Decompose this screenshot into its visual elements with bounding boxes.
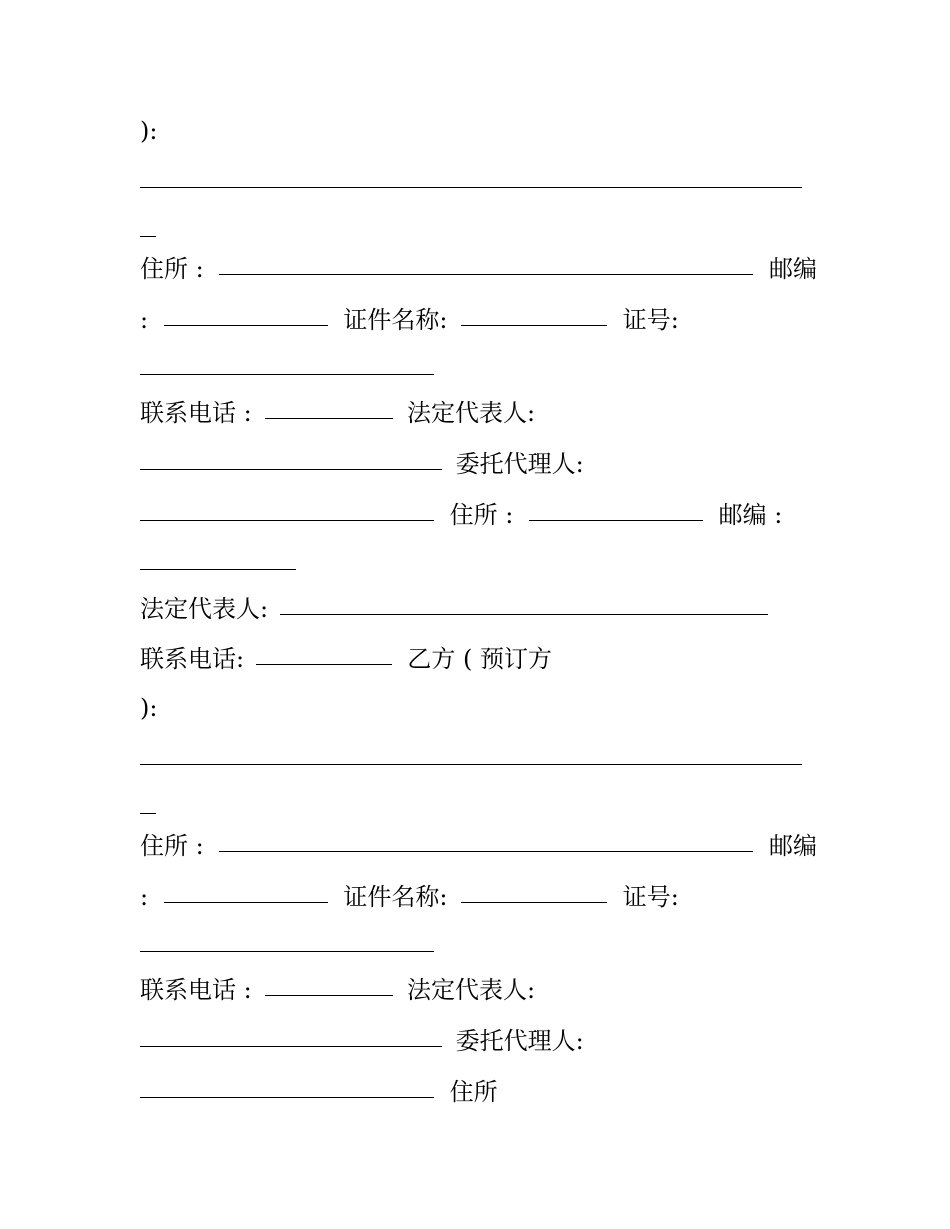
- postcode-colon: :: [140, 306, 149, 334]
- line-18: [140, 923, 434, 963]
- closing-paren-colon-2: ):: [140, 694, 158, 722]
- phone-label: 联系电话 :: [140, 399, 252, 427]
- postcode-label-b: 邮编: [769, 832, 817, 860]
- postcode-colon-b: :: [140, 883, 149, 911]
- postcode-blank-b[interactable]: [164, 872, 328, 903]
- line-6: [140, 346, 434, 386]
- line-14: [140, 736, 802, 776]
- agent-postcode-blank[interactable]: [140, 539, 296, 570]
- line-5: [140, 297, 679, 337]
- line-15: [140, 785, 156, 825]
- id-type-blank-b[interactable]: [461, 872, 607, 903]
- legal-rep-label: 法定代表人:: [407, 399, 536, 427]
- phone-label-2: 联系电话:: [140, 645, 245, 673]
- legal-rep-label-b: 法定代表人:: [407, 976, 536, 1004]
- address-label: 住所 :: [140, 255, 204, 283]
- line-7: [140, 390, 535, 430]
- party-b-heading: 乙方 ( 预订方: [407, 645, 552, 673]
- id-number-blank-b[interactable]: [140, 921, 434, 952]
- name-blank-b[interactable]: [140, 734, 802, 765]
- id-type-label-b: 证件名称:: [343, 883, 448, 911]
- agent-blank-b[interactable]: [140, 1067, 434, 1098]
- id-type-label: 证件名称:: [343, 306, 448, 334]
- phone-blank-b[interactable]: [265, 965, 393, 996]
- closing-paren-colon: ):: [140, 117, 158, 145]
- legal-rep-blank-2[interactable]: [280, 584, 768, 615]
- line-12: [140, 636, 552, 676]
- line-21: [140, 1069, 498, 1109]
- agent-blank[interactable]: [140, 490, 434, 521]
- address-label-b: 住所 :: [140, 832, 204, 860]
- name-blank-continued[interactable]: [140, 206, 156, 237]
- line-20: [140, 1018, 584, 1058]
- line-10: [140, 541, 296, 581]
- name-blank-b-continued[interactable]: [140, 783, 156, 814]
- line-4: [140, 246, 817, 286]
- line-3: [140, 208, 156, 248]
- line-1: [140, 111, 157, 151]
- legal-rep-blank[interactable]: [140, 439, 442, 470]
- postcode-blank[interactable]: [164, 295, 328, 326]
- agent-postcode-label: 邮编 :: [718, 501, 783, 529]
- line-8: [140, 441, 584, 481]
- id-number-label: 证号:: [622, 306, 679, 334]
- phone-label-b: 联系电话 :: [140, 976, 252, 1004]
- line-2: [140, 159, 802, 199]
- id-type-blank[interactable]: [461, 295, 607, 326]
- agent-label-b: 委托代理人:: [455, 1027, 584, 1055]
- line-11: [140, 586, 768, 626]
- address-blank[interactable]: [219, 244, 753, 275]
- line-16: [140, 823, 817, 863]
- phone-blank-2[interactable]: [256, 634, 392, 665]
- agent-label: 委托代理人:: [455, 450, 584, 478]
- legal-rep-label-2: 法定代表人:: [140, 595, 269, 623]
- name-blank[interactable]: [140, 157, 802, 188]
- line-17: [140, 874, 679, 914]
- line-19: [140, 967, 535, 1007]
- agent-address-blank[interactable]: [529, 490, 703, 521]
- agent-address-label: 住所 :: [449, 501, 514, 529]
- line-9: [140, 492, 782, 532]
- phone-blank[interactable]: [265, 388, 393, 419]
- legal-rep-blank-b[interactable]: [140, 1016, 442, 1047]
- id-number-blank[interactable]: [140, 344, 434, 375]
- postcode-label: 邮编: [769, 255, 817, 283]
- agent-address-label-b: 住所: [449, 1078, 498, 1106]
- line-13: [140, 688, 157, 728]
- address-blank-b[interactable]: [219, 821, 753, 852]
- id-number-label-b: 证号:: [622, 883, 679, 911]
